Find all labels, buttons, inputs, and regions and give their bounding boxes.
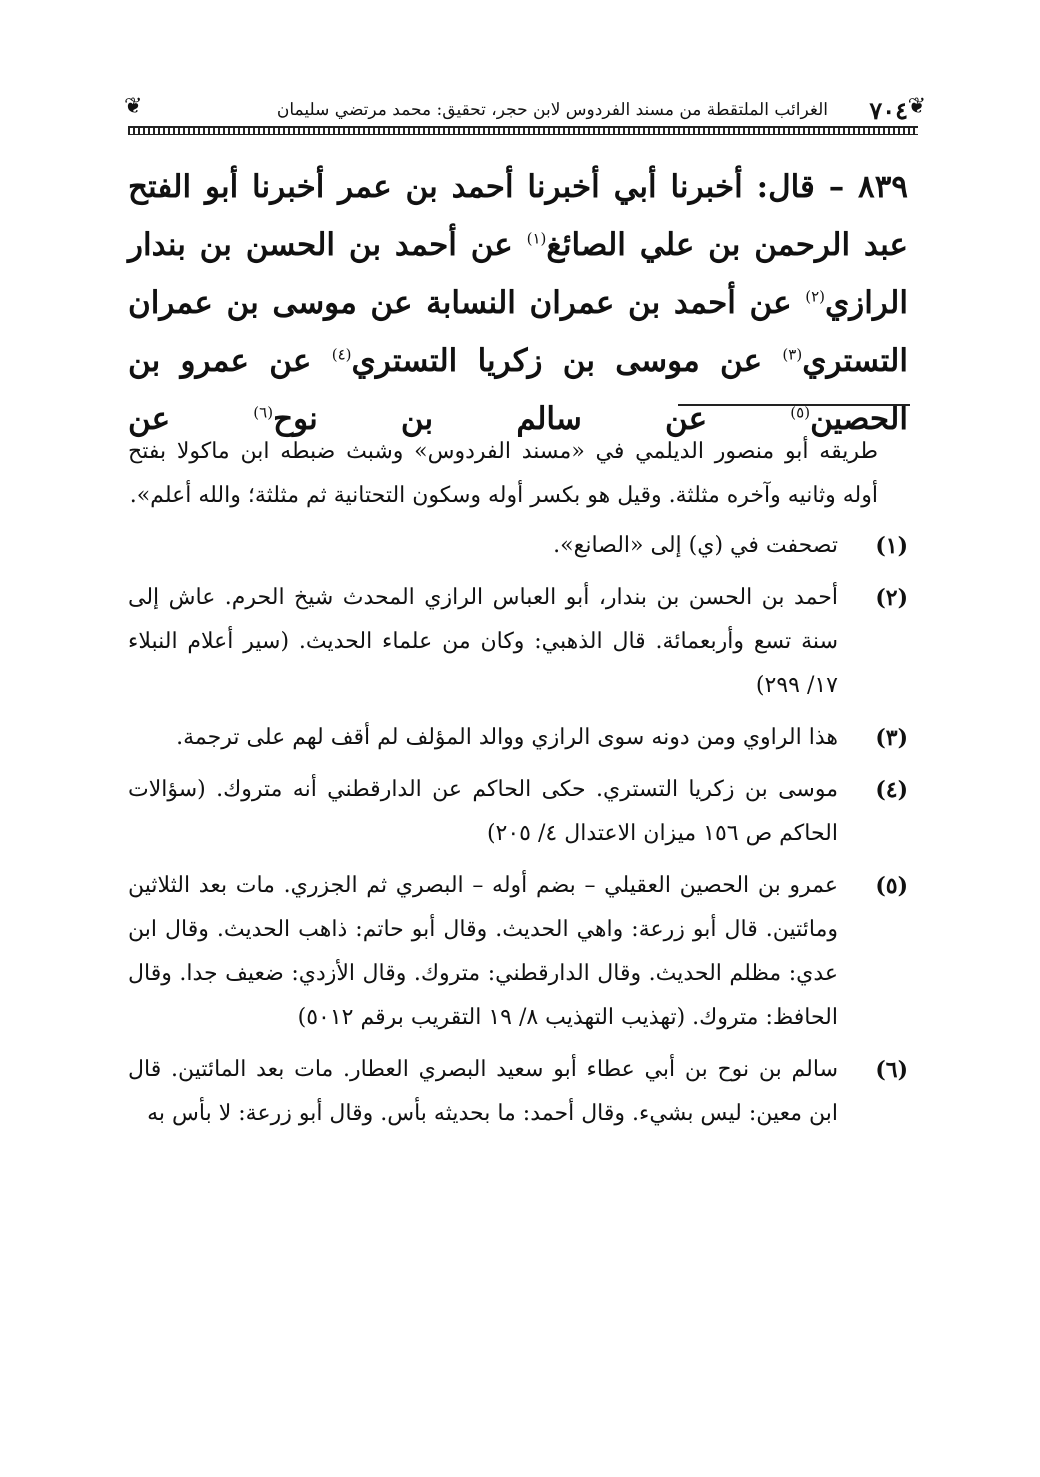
header-rule xyxy=(128,126,918,135)
page-number: ٧٠٤ xyxy=(869,96,908,125)
footnote-continuation: طريقه أبو منصور الديلمي في «مسند الفردوس» وشبث ضبطه ابن ماكولا بفتح أوله وثانيه وآخره مثلثة. وقيل هو بكسر أوله وسكون التحتانية ثم مثلثة؛ والله أعلم». xyxy=(128,439,878,508)
running-header xyxy=(124,92,926,126)
footnote-number: (٣) xyxy=(875,725,908,751)
main-text-5: عن عمرو بن الحصين xyxy=(128,343,908,437)
footnote-ref-2: (٢) xyxy=(805,287,825,306)
footnote-4 xyxy=(128,768,908,856)
ornament-right-icon: ❦ xyxy=(907,94,926,119)
footnote-1 xyxy=(128,524,908,568)
footnote-ref-5: (٥) xyxy=(790,403,811,422)
footnote-number: (٥) xyxy=(875,873,908,899)
main-text-3: عن أحمد بن عمران النسابة عن موسى بن عمران التستري xyxy=(128,285,908,379)
main-text-1: ٨٣٩ – قال: أخبرنا أبي أخبرنا أحمد بن عمر أخبرنا أبو الفتح عبد الرحمن بن علي الصائغ xyxy=(128,169,909,263)
footnote-3 xyxy=(128,716,908,760)
main-text-2: عن أحمد بن الحسن بن بندار الرازي xyxy=(128,227,908,321)
main-text-7: عن xyxy=(128,401,171,437)
footnote-text: عمرو بن الحصين العقيلي – بضم أوله – البصري ثم الجزري. مات بعد الثلاثين ومائتين. قال أبو زرعة: واهي الحديث. وقال أبو حاتم: ذاهب الحديث. وقال ابن عدي: مظلم الحديث. وقال الدارقطني: متروك. وقال الأزدي: ضعيف جدا. وقال الحافظ: متروك. (تهذيب التهذيب ٨/ ١٩ التقريب برقم ٥٠١٢) xyxy=(128,873,838,1030)
main-text-6: عن سالم بن نوح xyxy=(273,401,708,437)
footnote-ref-6: (٦) xyxy=(253,403,274,422)
footnote-2 xyxy=(128,576,908,708)
footnote-number: (٢) xyxy=(875,585,908,611)
footnote-6 xyxy=(128,1048,908,1136)
footnote-separator xyxy=(678,404,910,406)
main-text-4: عن موسى بن زكريا التستري xyxy=(351,343,763,379)
footnote-text: هذا الراوي ومن دونه سوى الرازي ووالد المؤلف لم أقف لهم على ترجمة. xyxy=(176,725,838,750)
footnote-5 xyxy=(128,864,908,1040)
footnote-text: سالم بن نوح بن أبي عطاء أبو سعيد البصري العطار. مات بعد المائتين. قال ابن معين: ليس بشيء. وقال أحمد: ما بحديثه بأس. وقال أبو زرعة: لا بأس به xyxy=(128,1057,838,1126)
running-title: الغرائب الملتقطة من مسند الفردوس لابن حجر، تحقيق: محمد مرتضي سليمان xyxy=(276,100,828,120)
footnote-text: تصحفت في (ي) إلى «الصانع». xyxy=(553,533,838,558)
footnote-ref-4: (٤) xyxy=(331,345,352,364)
footnotes xyxy=(128,430,908,1144)
footnote-number: (٤) xyxy=(875,777,908,803)
footnote-ref-1: (١) xyxy=(526,229,547,248)
footnote-number: (١) xyxy=(875,533,908,559)
footnote-ref-3: (٣) xyxy=(782,345,803,364)
ornament-left-icon: ❦ xyxy=(124,94,143,119)
footnote-number: (٦) xyxy=(875,1057,908,1083)
footnote-text: موسى بن زكريا التستري. حكى الحاكم عن الدارقطني أنه متروك. (سؤالات الحاكم ص ١٥٦ ميزان الاعتدال ٤/ ٢٠٥) xyxy=(128,777,838,846)
footnote-text: أحمد بن الحسن بن بندار، أبو العباس الرازي المحدث شيخ الحرم. عاش إلى سنة تسع وأربعمائة. قال الذهبي: وكان من علماء الحديث. (سير أعلام النبلاء ١٧/ ٢٩٩) xyxy=(128,585,838,698)
